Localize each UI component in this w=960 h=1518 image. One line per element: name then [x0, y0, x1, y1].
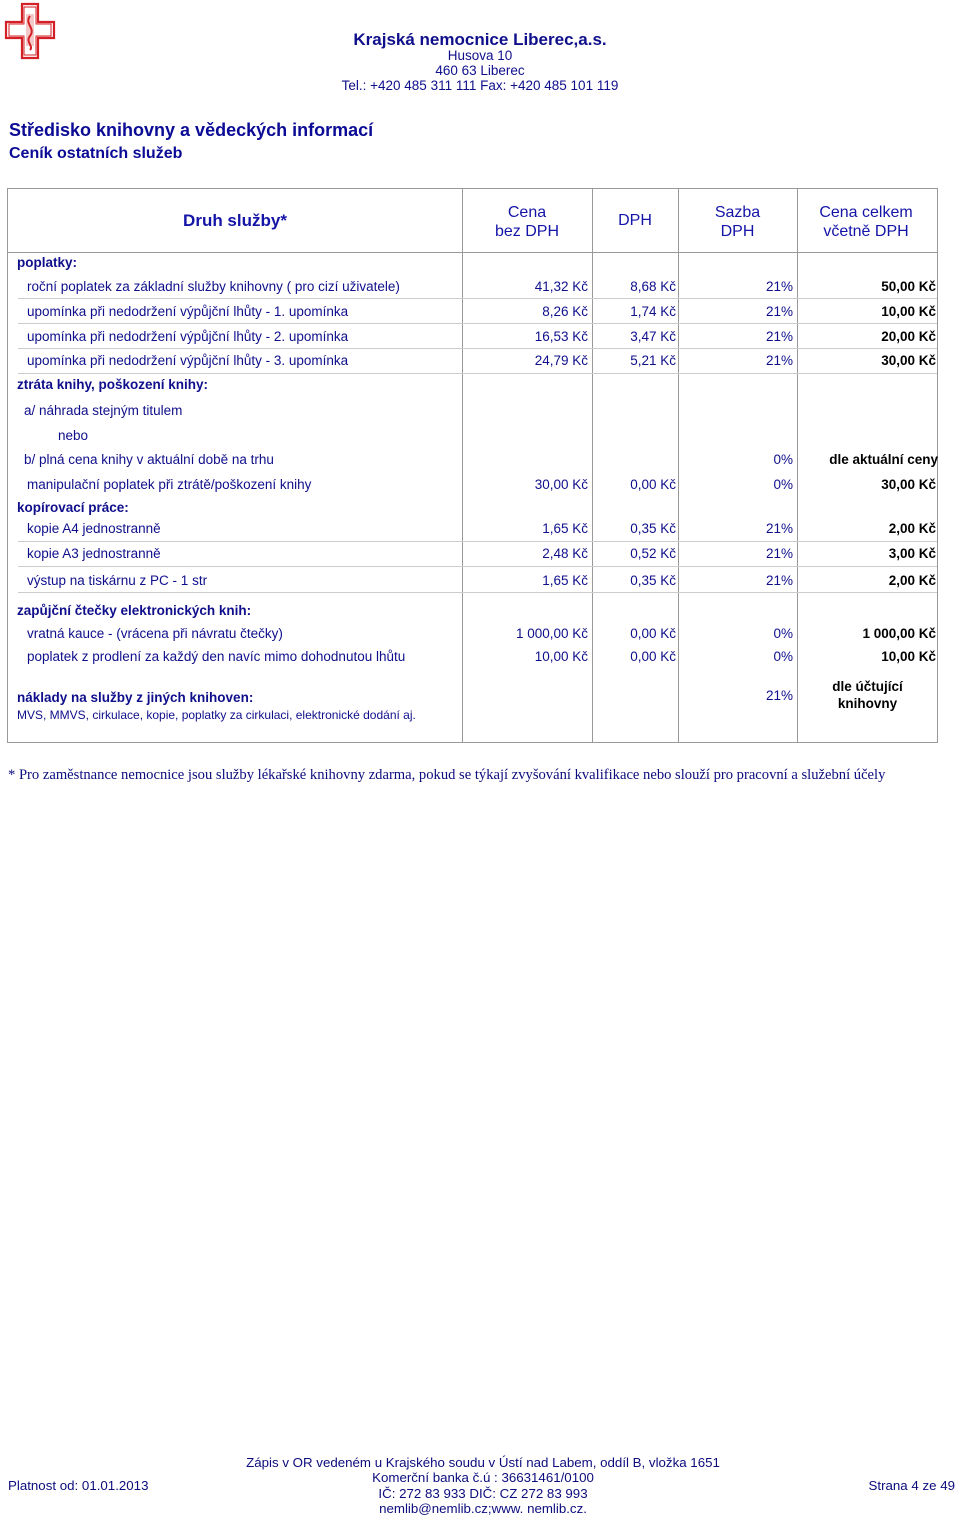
price-excl-vat: 1,65 Kč	[542, 521, 588, 536]
price-excl-vat: 41,32 Kč	[534, 279, 588, 294]
price-total: 1 000,00 Kč	[862, 626, 936, 641]
vat-amount: 1,74 Kč	[630, 304, 676, 319]
price-excl-vat: 16,53 Kč	[534, 329, 588, 344]
footer-web: nemlib@nemlib.cz;www. nemlib.cz.	[379, 1501, 587, 1516]
price-excl-vat: 2,48 Kč	[542, 546, 588, 561]
service-label: vratná kauce - (vrácena při návratu čtečky)	[27, 626, 283, 641]
footer-registry: Zápis v OR vedeném u Krajského soudu v Ústí nad Labem, oddíl B, vložka 1651	[246, 1455, 720, 1470]
vat-rate: 21%	[765, 573, 793, 588]
footer-ids: IČ: 272 83 933 DIČ: CZ 272 83 993	[378, 1486, 588, 1501]
column-header-price-line2: bez DPH	[494, 223, 560, 240]
vat-rate: 21%	[765, 521, 793, 536]
service-label: poplatek z prodlení za každý den navíc mimo dohodnutou lhůtu	[27, 649, 406, 664]
service-label: nebo	[58, 428, 89, 443]
price-total: 2,00 Kč	[888, 521, 936, 536]
column-header-price-line1: Cena	[507, 204, 547, 221]
price-list-title: Ceník ostatních služeb	[9, 145, 183, 162]
vat-amount: 0,35 Kč	[630, 521, 676, 536]
price-excl-vat: 24,79 Kč	[534, 353, 588, 368]
organization-name: Krajská nemocnice Liberec,a.s.	[353, 30, 607, 49]
vat-amount: 3,47 Kč	[630, 329, 676, 344]
price-total: 30,00 Kč	[881, 353, 936, 368]
section-reader: zapůjční čtečky elektronických knih:	[17, 603, 252, 618]
column-header-service: Druh služby*	[183, 211, 287, 230]
vat-rate: 21%	[765, 353, 793, 368]
service-label: upomínka při nedodržení výpůjční lhůty - 3. upomínka	[27, 353, 349, 368]
price-total-line2: knihovny	[837, 696, 898, 711]
price-total: 50,00 Kč	[881, 279, 936, 294]
page-number: Strana 4 ze 49	[868, 1478, 955, 1493]
service-label: upomínka při nedodržení výpůjční lhůty - 1. upomínka	[27, 304, 349, 319]
vat-rate: 21%	[765, 279, 793, 294]
service-label: a/ náhrada stejným titulem	[24, 403, 183, 418]
price-excl-vat: 10,00 Kč	[534, 649, 588, 664]
department-title: Středisko knihovny a vědeckých informací	[9, 120, 374, 140]
organization-contact: Tel.: +420 485 311 111 Fax: +420 485 101 119	[341, 78, 619, 93]
price-total: 2,00 Kč	[888, 573, 936, 588]
column-header-total-line2: včetně DPH	[823, 223, 909, 240]
service-label: manipulační poplatek při ztrátě/poškození knihy	[27, 477, 312, 492]
price-total: 30,00 Kč	[881, 477, 936, 492]
price-total: dle aktuální ceny	[829, 452, 938, 467]
column-header-rate-line2: DPH	[720, 223, 755, 240]
column-header-vat: DPH	[618, 212, 652, 229]
footer-bank: Komerční banka č.ú : 36631461/0100	[372, 1470, 594, 1485]
price-excl-vat: 8,26 Kč	[542, 304, 588, 319]
hospital-cross-logo	[4, 2, 56, 60]
vat-rate: 21%	[765, 304, 793, 319]
vat-rate: 21%	[765, 688, 793, 703]
vat-amount: 8,68 Kč	[630, 279, 676, 294]
price-total: 20,00 Kč	[881, 329, 936, 344]
price-total: 3,00 Kč	[888, 546, 936, 561]
vat-amount: 0,00 Kč	[630, 649, 676, 664]
service-label: upomínka při nedodržení výpůjční lhůty - 2. upomínka	[27, 329, 349, 344]
section-loss: ztráta knihy, poškození knihy:	[17, 377, 209, 392]
section-fees: poplatky:	[17, 255, 78, 270]
price-excl-vat: 1 000,00 Kč	[515, 626, 588, 641]
vat-amount: 0,35 Kč	[630, 573, 676, 588]
vat-rate: 0%	[773, 649, 793, 664]
price-total: 10,00 Kč	[881, 304, 936, 319]
price-total: 10,00 Kč	[881, 649, 936, 664]
valid-from: Platnost od: 01.01.2013	[8, 1478, 149, 1493]
price-total-line1: dle účtující	[832, 679, 903, 694]
price-excl-vat: 30,00 Kč	[534, 477, 588, 492]
vat-rate: 0%	[773, 452, 793, 467]
service-label: b/ plná cena knihy v aktuální době na trhu	[24, 452, 274, 467]
vat-amount: 0,00 Kč	[630, 477, 676, 492]
footnote: * Pro zaměstnance nemocnice jsou služby lékařské knihovny zdarma, pokud se týkají zvyšování kvalifikace nebo slouží pro pracovní a služební účely	[8, 767, 886, 783]
vat-rate: 0%	[773, 626, 793, 641]
organization-city: 460 63 Liberec	[435, 63, 525, 78]
vat-amount: 0,52 Kč	[630, 546, 676, 561]
service-detail: MVS, MMVS, cirkulace, kopie, poplatky za cirkulaci, elektronické dodání aj.	[17, 708, 416, 722]
section-ill: náklady na služby z jiných knihoven:	[17, 690, 254, 705]
vat-rate: 0%	[773, 477, 793, 492]
service-label: kopie A4 jednostranně	[27, 521, 161, 536]
service-label: kopie A3 jednostranně	[27, 546, 161, 561]
organization-street: Husova 10	[447, 48, 513, 63]
vat-amount: 5,21 Kč	[630, 353, 676, 368]
vat-amount: 0,00 Kč	[630, 626, 676, 641]
vat-rate: 21%	[765, 546, 793, 561]
service-label: roční poplatek za základní služby knihovny ( pro cizí uživatele)	[27, 279, 400, 294]
column-header-total-line1: Cena celkem	[819, 204, 913, 221]
vat-rate: 21%	[765, 329, 793, 344]
service-label: výstup na tiskárnu z PC - 1 str	[27, 573, 208, 588]
column-header-rate-line1: Sazba	[714, 204, 761, 221]
section-copy: kopírovací práce:	[17, 500, 129, 515]
price-excl-vat: 1,65 Kč	[542, 573, 588, 588]
